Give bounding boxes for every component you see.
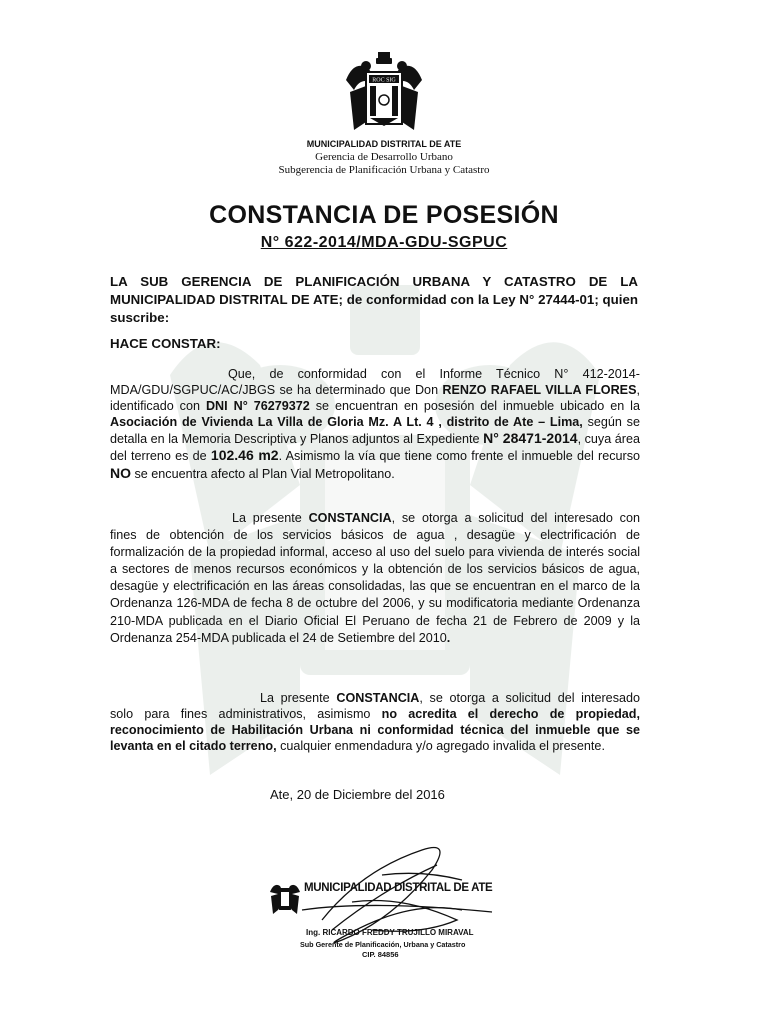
document-number: N° 622-2014/MDA-GDU-SGPUC [260,234,508,251]
subgerencia-name: Subgerencia de Planificación Urbana y Catastro [278,164,490,176]
municipal-crest-icon [340,50,428,134]
issue-date: Ate, 20 de Diciembre del 2016 [270,787,445,802]
paragraph-1: Que, de conformidad con el Informe Técnico N° 412-2014-MDA/GDU/SGPUC/AC/JBGS se ha determinado que Don RENZO RAFAEL VILLA FLORES, identificado con DNI N° 76279372 se encuentran en posesión del inmueble ubicado en la Asociación de Vivienda La Villa de Gloria Mz. A Lt. 4 , distrito de Ate – Lima, según se detalla en la Memoria Descriptiva y Planos adjuntos al Expediente N° 28471-2014, cuya área del terreno es de 102.46 m2. Asimismo la vía que tiene como frente el inmueble del recurso NO se encuentra afecto al Plan Vial Metropolitano. [110,367,641,481]
seal-crest-icon [268,880,302,916]
organization-header [0,138,768,177]
paragraph-2: La presente CONSTANCIA, se otorga a solicitud del interesado con fines de obtención de los servicios básicos de agua , desagüe y electrificación de formalización de la propiedad informal, acceso al uso del suelo para vivienda de interés social a sectores de menos recursos económicos y la obtención de los servicios básicos de agua, desagüe y electrificación en las áreas consolidadas, las que se encuentran en el marco de la Ordenanza 126-MDA de fecha 8 de octubre del 2006, y su modificatoria mediante Ordenanza 210-MDA publicada en el Diario Oficial El Peruano de fecha 21 de Febrero de 2009 y la Ordenanza 254-MDA publicada el 24 de Setiembre del 2010. [110,511,640,645]
hace-constar-heading: HACE CONSTAR: [110,336,221,351]
signer-role: Sub Gerente de Planificación, Urbana y Catastro [300,940,466,949]
crest-text: ROC SIG [372,77,396,84]
gerencia-name: Gerencia de Desarrollo Urbano [315,151,453,163]
org-name: MUNICIPALIDAD DISTRITAL DE ATE [306,139,462,149]
document-title: CONSTANCIA DE POSESIÓN [209,201,559,229]
signer-name: Ing. RICARDO FREDDY TRUJILLO MIRAVAL [306,928,474,937]
intro-paragraph: LA SUB GERENCIA DE PLANIFICACIÓN URBANA Y CATASTRO DE LA MUNICIPALIDAD DISTRITAL DE ATE; de conformidad con la Ley N° 27444-01; quien suscribe: [110,274,638,325]
stamp-org-name: MUNICIPALIDAD DISTRITAL DE ATE [304,882,493,894]
signer-cip: CIP. 84856 [362,950,399,959]
paragraph-3: La presente CONSTANCIA, se otorga a solicitud del interesado solo para fines administrativos, asimismo no acredita el derecho de propiedad, reconocimiento de Habilitación Urbana ni conformidad técnica del inmueble que se levanta en el citado terreno, cualquier enmendadura y/o agregado invalida el presente. [110,691,641,754]
